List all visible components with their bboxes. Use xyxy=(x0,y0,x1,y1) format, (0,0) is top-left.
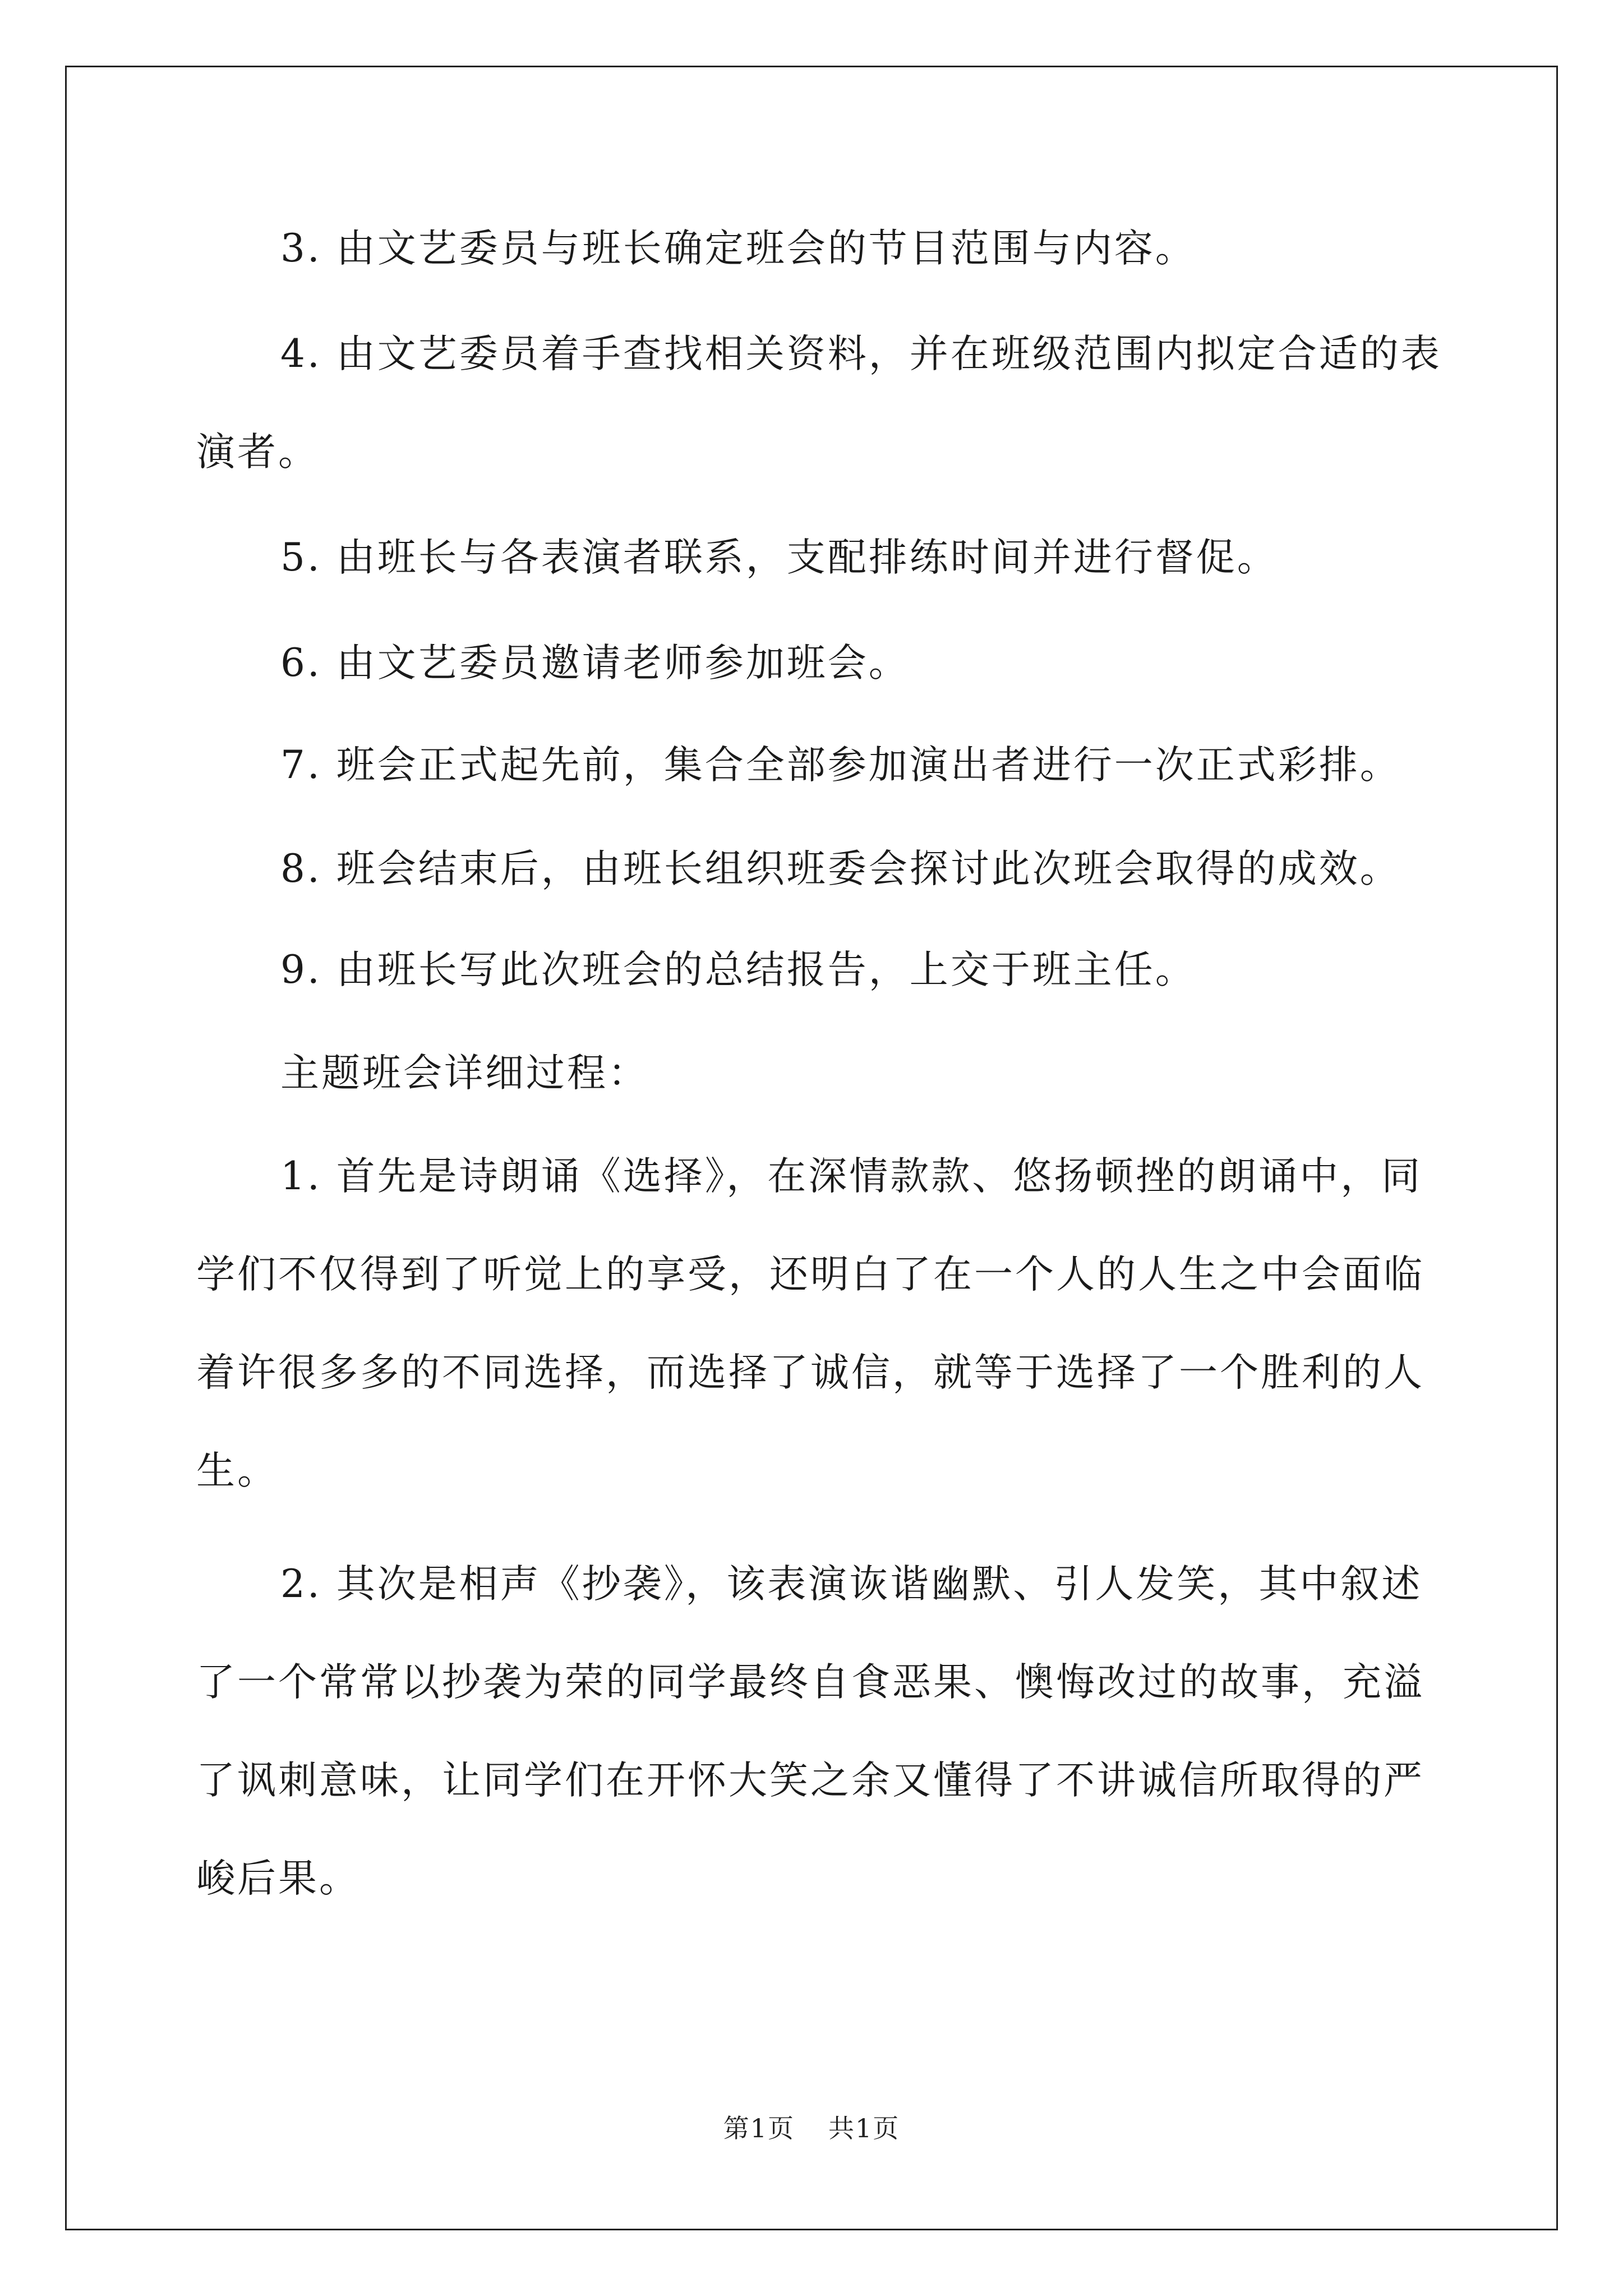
paragraph-line: 3. 由文艺委员与班长确定班会的节目范围与内容。 xyxy=(280,226,1196,271)
paragraph-process-1 xyxy=(196,1128,1429,1520)
paragraph-line: 6. 由文艺委员邀请老师参加班会。 xyxy=(280,641,910,685)
paragraph-line: 8. 班会结束后，由班长组织班委会探讨此次班会取得的成效。 xyxy=(280,846,1401,891)
paragraph-step-6 xyxy=(196,614,1429,712)
paragraph-line: 生。 xyxy=(196,1448,278,1493)
paragraph-line: 峻后果。 xyxy=(196,1856,360,1901)
page-number: 第1页 xyxy=(723,2113,795,2143)
paragraph-line: 9. 由班长写此次班会的总结报告，上交于班主任。 xyxy=(280,947,1196,992)
page-footer xyxy=(0,2108,1623,2145)
paragraph-step-4 xyxy=(196,305,1442,501)
paragraph-line: 演者。 xyxy=(196,430,319,475)
paragraph-line: 主题班会详细过程： xyxy=(280,1051,649,1096)
paragraph-step-8 xyxy=(196,820,1429,918)
paragraph-line: 了讽刺意味，让同学们在开怀大笑之余又懂得了不讲诚信所取得的严 xyxy=(196,1758,1424,1803)
page-total: 共1页 xyxy=(828,2113,900,2143)
paragraph-line: 4. 由文艺委员着手查找相关资料，并在班级范围内拟定合适的表 xyxy=(280,332,1442,376)
paragraph-step-7 xyxy=(196,716,1429,815)
paragraph-line: 2. 其次是相声《抄袭》，该表演诙谐幽默、引人发笑，其中叙述 xyxy=(280,1562,1423,1607)
paragraph-step-3 xyxy=(196,200,1429,298)
paragraph-step-9 xyxy=(196,921,1429,1019)
paragraph-line: 了一个常常以抄袭为荣的同学最终自食恶果、懊悔改过的故事，充溢 xyxy=(196,1660,1424,1705)
paragraph-line: 着许很多多的不同选择，而选择了诚信，就等于选择了一个胜利的人 xyxy=(196,1350,1424,1395)
paragraph-step-5 xyxy=(196,509,1429,607)
paragraph-line: 7. 班会正式起先前，集合全部参加演出者进行一次正式彩排。 xyxy=(280,743,1401,788)
section-heading xyxy=(196,1024,1429,1122)
paragraph-line: 5. 由班长与各表演者联系，支配排练时间并进行督促。 xyxy=(280,535,1278,580)
paragraph-line: 1. 首先是诗朗诵《选择》，在深情款款、悠扬顿挫的朗诵中，同 xyxy=(280,1154,1423,1199)
paragraph-process-2 xyxy=(196,1535,1429,1928)
paragraph-line: 学们不仅得到了听觉上的享受，还明白了在一个人的人生之中会面临 xyxy=(196,1252,1424,1297)
